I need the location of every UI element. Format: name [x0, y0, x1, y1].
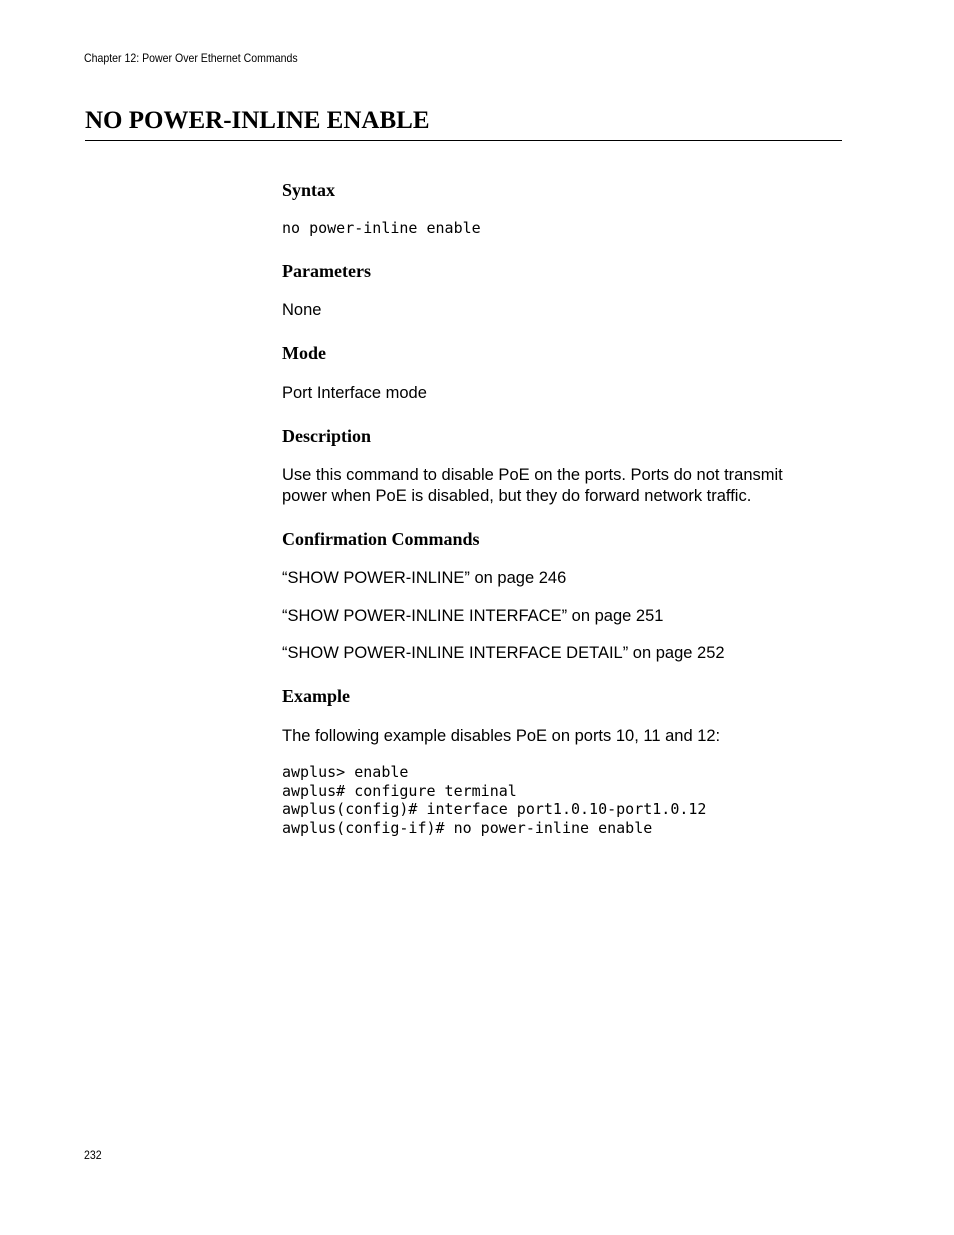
confirmation-ref-show-power-inline[interactable]: “SHOW POWER-INLINE” on page 246: [282, 569, 567, 587]
confirmation-heading: Confirmation Commands: [282, 529, 480, 549]
page-number: 232: [84, 1148, 102, 1162]
running-head: Chapter 12: Power Over Ethernet Commands: [84, 51, 298, 65]
example-code-line: awplus(config)# interface port1.0.10-port1.0.12: [282, 800, 707, 818]
page-title: NO POWER-INLINE ENABLE: [85, 107, 430, 134]
mode-heading: Mode: [282, 343, 326, 363]
parameters-text: None: [282, 301, 322, 319]
description-line-2: power when PoE is disabled, but they do forward network traffic.: [282, 487, 752, 505]
syntax-command: no power-inline enable: [282, 219, 481, 237]
syntax-heading: Syntax: [282, 180, 336, 200]
example-code-line: awplus# configure terminal: [282, 782, 517, 800]
example-code-line: awplus> enable: [282, 763, 409, 781]
example-heading: Example: [282, 686, 351, 706]
description-heading: Description: [282, 426, 371, 446]
mode-text: Port Interface mode: [282, 384, 427, 402]
description-line-1: Use this command to disable PoE on the ports. Ports do not transmit: [282, 466, 783, 484]
title-rule: [85, 140, 842, 141]
confirmation-ref-show-power-inline-interface-detail[interactable]: “SHOW POWER-INLINE INTERFACE DETAIL” on page 252: [282, 644, 725, 662]
example-intro: The following example disables PoE on ports 10, 11 and 12:: [282, 727, 721, 745]
confirmation-ref-show-power-inline-interface[interactable]: “SHOW POWER-INLINE INTERFACE” on page 251: [282, 607, 664, 625]
parameters-heading: Parameters: [282, 261, 371, 281]
example-code-line: awplus(config-if)# no power-inline enable: [282, 819, 653, 837]
